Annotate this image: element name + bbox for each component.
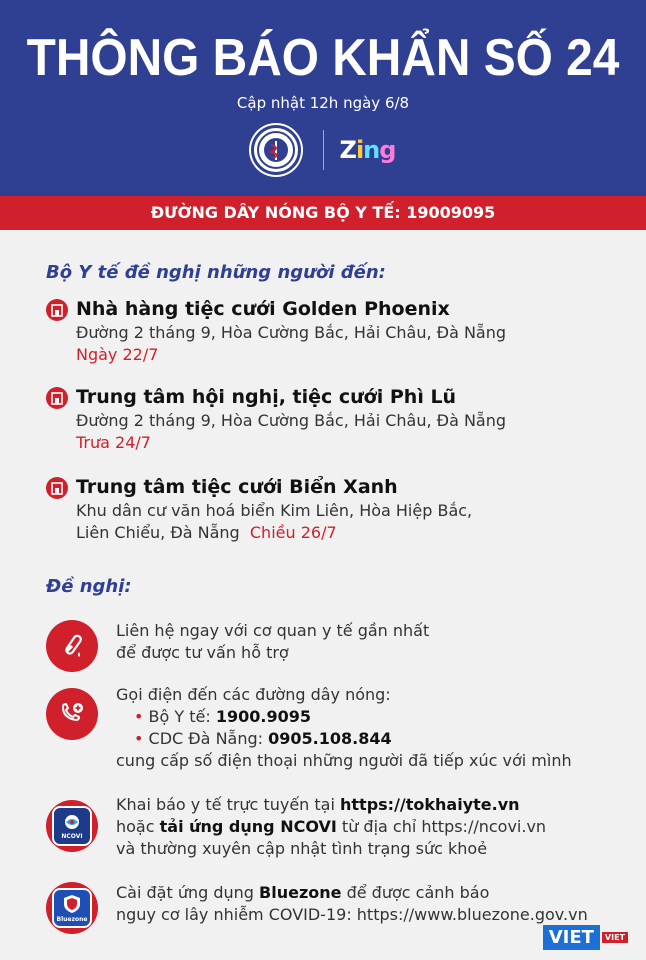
declaration-link: https://tokhaiyte.vn bbox=[340, 795, 520, 814]
text-segment: hoặc bbox=[116, 817, 160, 836]
hotline-label: Bộ Y tế: bbox=[148, 707, 216, 726]
text-segment: Cài đặt ứng dụng bbox=[116, 883, 260, 902]
place-address: Đường 2 tháng 9, Hòa Cường Bắc, Hải Châu, Đà Nẵng bbox=[76, 411, 507, 430]
recommendation-text: Liên hệ ngay với cơ quan y tế gần nhất bbox=[116, 621, 430, 640]
building-icon bbox=[46, 299, 68, 321]
page-title: THÔNG BÁO KHẨN SỐ 24 bbox=[26, 29, 620, 87]
text-segment: để được cảnh báo bbox=[341, 883, 490, 902]
place-time: Trưa 24/7 bbox=[76, 433, 151, 452]
logo-divider bbox=[323, 130, 324, 170]
recommendation-text: nguy cơ lây nhiễm COVID-19: https://www.bluezone.gov.vn bbox=[116, 905, 588, 924]
place-address-line1: Khu dân cư văn hoá biển Kim Liên, Hòa Hiệp Bắc, bbox=[76, 501, 473, 520]
text-segment: từ địa chỉ https://ncovi.vn bbox=[336, 817, 547, 836]
bluezone-app-name: Bluezone bbox=[259, 883, 342, 902]
recommendation-text: để được tư vấn hỗ trợ bbox=[116, 643, 289, 662]
ncovi-caption: NCOVI bbox=[61, 832, 83, 840]
bluezone-app-icon bbox=[46, 882, 98, 934]
place-item bbox=[46, 474, 606, 544]
ncovi-app-icon bbox=[46, 800, 98, 852]
logo-row bbox=[0, 124, 646, 176]
place-name: Trung tâm hội nghị, tiệc cưới Phì Lũ bbox=[76, 386, 457, 408]
hotline-label: CDC Đà Nẵng: bbox=[148, 729, 269, 748]
place-name: Nhà hàng tiệc cưới Golden Phoenix bbox=[76, 298, 450, 320]
hotline-number: 0905.108.844 bbox=[268, 729, 392, 748]
vietnamnet-watermark bbox=[543, 922, 628, 952]
test-tube-icon bbox=[46, 620, 98, 672]
recommendation-text bbox=[116, 882, 626, 904]
text-segment: Khai báo y tế trực tuyến tại bbox=[116, 795, 340, 814]
ministry-of-health-logo bbox=[251, 125, 301, 175]
bullet-dot: • bbox=[134, 729, 144, 748]
header-banner bbox=[0, 0, 646, 196]
places-section-title: Bộ Y tế đề nghị những người đến: bbox=[46, 262, 386, 283]
update-timestamp: Cập nhật 12h ngày 6/8 bbox=[236, 94, 410, 112]
ncovi-download-text: tải ứng dụng NCOVI bbox=[159, 817, 337, 836]
watermark-sub: VIET bbox=[602, 932, 628, 943]
hotline-bullet bbox=[116, 706, 626, 728]
place-address-line2 bbox=[76, 522, 606, 544]
recommendation-text bbox=[116, 816, 626, 838]
place-time: Chiều 26/7 bbox=[249, 523, 337, 542]
zing-logo: Zing bbox=[339, 136, 396, 164]
recommendation-text: Gọi điện đến các đường dây nóng: bbox=[116, 685, 391, 704]
place-item bbox=[46, 296, 606, 366]
place-time: Ngày 22/7 bbox=[76, 345, 159, 364]
place-address: Đường 2 tháng 9, Hòa Cường Bắc, Hải Châu, Đà Nẵng bbox=[76, 323, 507, 342]
recommendation-item bbox=[46, 684, 626, 772]
watermark-main: VIET bbox=[543, 925, 600, 950]
hotline-number: 1900.9095 bbox=[215, 707, 311, 726]
recommendation-text: và thường xuyên cập nhật tình trạng sức khoẻ bbox=[116, 839, 488, 858]
bluezone-caption: Bluezone bbox=[56, 915, 88, 923]
recommendation-text bbox=[116, 794, 626, 816]
phone-plus-icon bbox=[46, 688, 98, 740]
hotline-bar: ĐƯỜNG DÂY NÓNG BỘ Y TẾ: 19009095 bbox=[0, 196, 646, 230]
recommendation-item bbox=[46, 882, 626, 926]
building-icon bbox=[46, 477, 68, 499]
recommendations-section-title: Đề nghị: bbox=[46, 576, 132, 597]
building-icon bbox=[46, 387, 68, 409]
place-item bbox=[46, 384, 606, 454]
place-address-city: Liên Chiểu, Đà Nẵng bbox=[76, 523, 240, 542]
bullet-dot: • bbox=[134, 707, 144, 726]
recommendation-text: cung cấp số điện thoại những người đã tiếp xúc với mình bbox=[116, 751, 572, 770]
recommendation-item bbox=[46, 620, 626, 664]
place-name: Trung tâm tiệc cưới Biển Xanh bbox=[76, 476, 398, 498]
hotline-bullet bbox=[116, 728, 626, 750]
recommendation-item bbox=[46, 794, 626, 860]
